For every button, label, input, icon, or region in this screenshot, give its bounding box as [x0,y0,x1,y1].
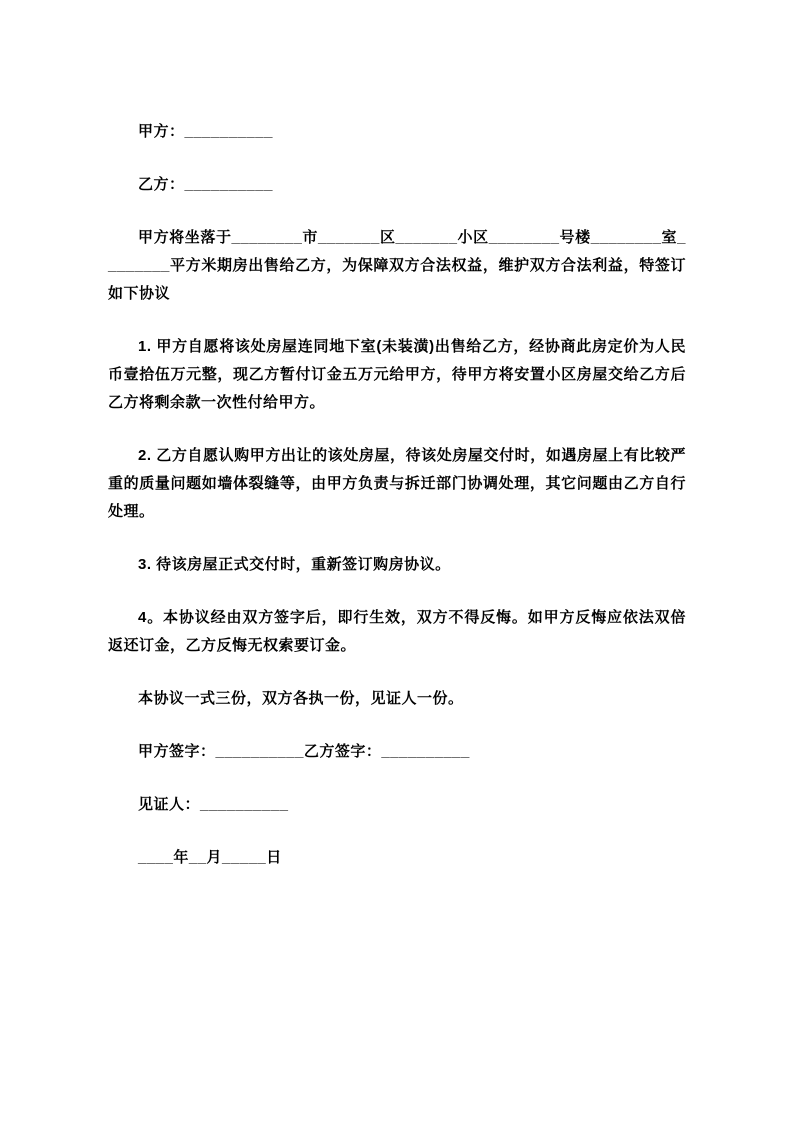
clause-4: 4。本协议经由双方签字后，即行生效，双方不得反悔。如甲方反悔应依法双倍返还订金，乙方反悔无权索要订金。 [108,609,686,654]
intro-paragraph: 甲方将坐落于________市_______区_______小区________号楼________室________平方米期房出售给乙方，为保障双方合法权益，维护双方合法利益，特签订如下协议 [108,229,686,302]
document-content [108,118,686,897]
party-b-line: 乙方：__________ [138,176,273,193]
clause-1: 1. 甲方自愿将该处房屋连同地下室(未装潢)出售给乙方，经协商此房定价为人民币壹拾伍万元整，现乙方暂付订金五万元给甲方，待甲方将安置小区房屋交给乙方后乙方将剩余款一次性付给甲方。 [108,338,686,411]
clause-2: 2. 乙方自愿认购甲方出让的该处房屋，待该处房屋交付时，如遇房屋上有比较严重的质量问题如墙体裂缝等，由甲方负责与拆迁部门协调处理，其它问题由乙方自行处理。 [108,447,686,520]
party-a-line: 甲方：__________ [138,123,273,140]
clause-3: 3. 待该房屋正式交付时，重新签订购房协议。 [138,556,451,573]
date-line: ____年__月_____日 [138,849,282,866]
witness-line: 见证人：__________ [138,796,289,813]
copies-line: 本协议一式三份，双方各执一份，见证人一份。 [138,690,464,707]
signature-line: 甲方签字：__________乙方签字：__________ [138,743,470,760]
